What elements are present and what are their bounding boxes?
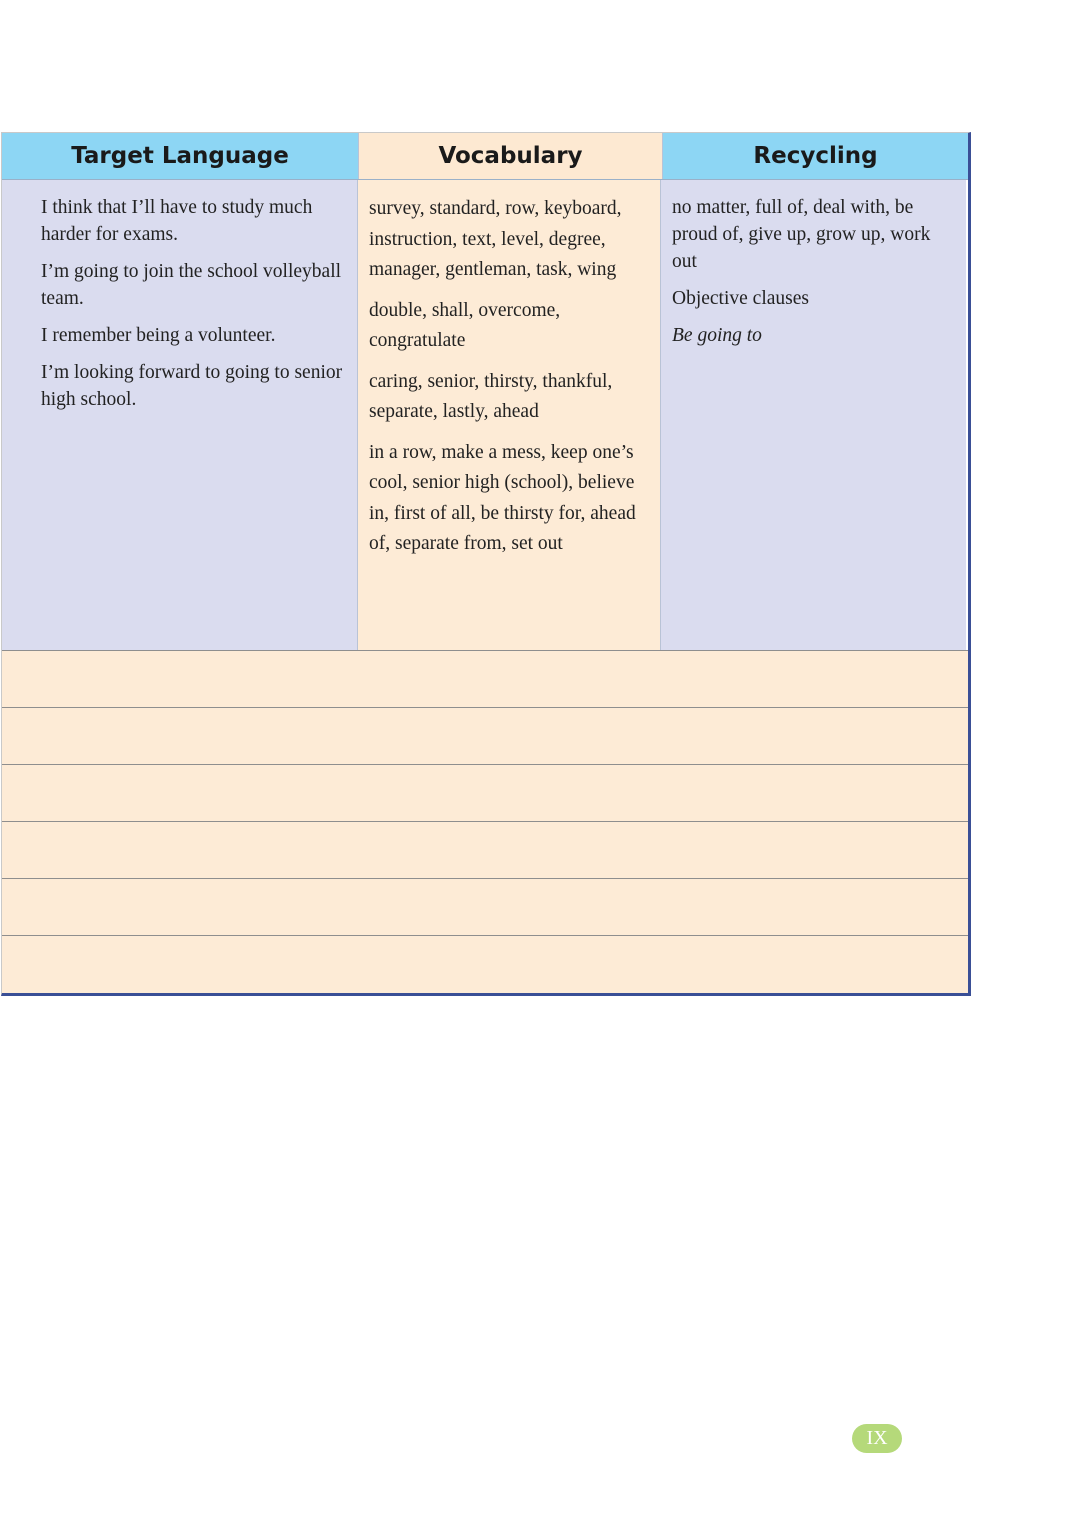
unit-summary-table — [1, 132, 971, 996]
notes-line — [2, 765, 968, 822]
header-target-language: Target Language — [2, 133, 359, 179]
target-language-item: I’m looking forward to going to senior high school. — [41, 362, 343, 410]
table-header-row — [2, 133, 968, 180]
vocabulary-group: double, shall, overcome, congratulate — [369, 299, 561, 351]
notes-line — [2, 879, 968, 936]
table-content-row — [2, 180, 968, 651]
target-language-item: I remember being a volunteer. — [41, 325, 276, 346]
header-vocabulary: Vocabulary — [359, 133, 663, 179]
target-language-item: I think that I’ll have to study much harder for exams. — [41, 197, 313, 245]
notes-line — [2, 936, 968, 993]
vocabulary-group: in a row, make a mess, keep one’s cool, senior high (school), believe in, first of all, be thirsty for, ahead of, separate from, set out — [369, 441, 636, 554]
recycling-item: Be going to — [672, 325, 762, 346]
header-recycling: Recycling — [663, 133, 968, 179]
recycling-item: no matter, full of, deal with, be proud of, give up, grow up, work out — [672, 197, 931, 272]
vocabulary-group: caring, senior, thirsty, thankful, separate, lastly, ahead — [369, 370, 613, 422]
notes-line — [2, 708, 968, 765]
notes-line — [2, 651, 968, 708]
vocabulary-group: survey, standard, row, keyboard, instruction, text, level, degree, manager, gentleman, task, wing — [369, 198, 622, 280]
target-language-item: I’m going to join the school volleyball team. — [41, 261, 342, 309]
vocabulary-cell — [358, 180, 661, 650]
recycling-cell — [661, 180, 966, 650]
recycling-item: Objective clauses — [672, 288, 809, 309]
page-number-badge: IX — [852, 1424, 902, 1453]
target-language-cell — [2, 180, 358, 650]
notes-line — [2, 822, 968, 879]
